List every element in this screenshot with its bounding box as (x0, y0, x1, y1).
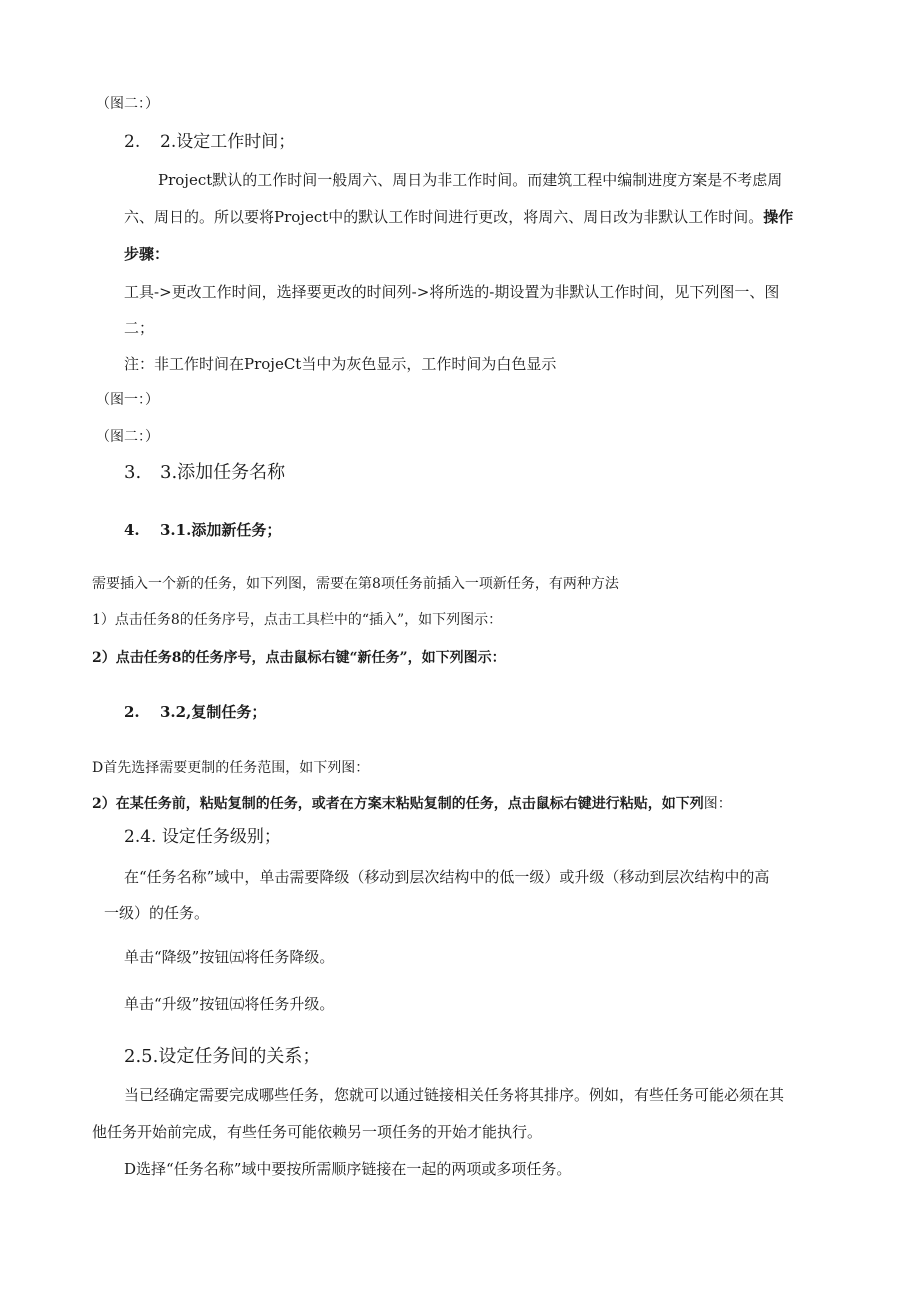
paragraph-line: 他任务开始前完成，有些任务可能依赖另一项任务的开始才能执行。 (92, 1123, 543, 1141)
section-heading: 2.5.设定任务间的关系； (124, 1046, 321, 1067)
bold-text: 2）在某任务前，粘贴复制的任务，或者在方案末粘贴复制的任务，点击鼠标右键进行粘贴，如下列 (92, 796, 704, 812)
paragraph-line: D首先选择需要更制的任务范围，如下列图： (92, 760, 370, 776)
paragraph-line: 当已经确定需要完成哪些任务，您就可以通过链接相关任务将其排序。例如，有些任务可能必须在其 (124, 1086, 785, 1104)
paragraph-line: 步骤： (124, 245, 170, 263)
paragraph-line (124, 210, 793, 225)
paragraph-line: 单击“升级”按钮㈤将任务升级。 (124, 995, 335, 1013)
paragraph-line: 单击“降级”按钮㈤将任务降级。 (124, 948, 335, 966)
paragraph-line: 需要插入一个新的任务，如下列图，需要在第8项任务前插入一项新任务，有两种方法 (92, 576, 619, 592)
paragraph-line: D选择“任务名称”域中要按所需顺序链接在一起的两项或多项任务。 (124, 1160, 572, 1178)
paragraph-line: 1）点击任务8的任务序号，点击工具栏中的“插入”，如下列图示： (92, 612, 503, 628)
subsection-heading (124, 523, 281, 538)
paragraph-text: 图： (703, 796, 732, 812)
heading-number: 2. (124, 703, 140, 721)
heading-text: 2.设定工作时间； (160, 132, 296, 152)
paragraph-line: 2）点击任务8的任务序号，点击鼠标右键“新任务”，如下列图示： (92, 650, 506, 666)
paragraph-line: 二； (124, 319, 155, 337)
heading-text: 3.添加任务名称 (160, 462, 286, 483)
note-line: 注：非工作时间在ProjeCt当中为灰色显示，工作时间为白色显示 (124, 355, 557, 373)
paragraph-text: 六、周日的。所以要将Project中的默认工作时间进行更改，将周六、周日改为非默认工作时间。 (124, 208, 764, 226)
paragraph-line: Project默认的工作时间一般周六、周日为非工作时间。而建筑工程中编制进度方案是不考虑周 (158, 171, 783, 189)
paragraph-line: 在“任务名称”域中，单击需要降级（移动到层次结构中的低一级）或升级（移动到层次结构中的高 (124, 868, 770, 886)
heading-text: 3.2,复制任务； (160, 703, 267, 721)
heading-number: 2. (124, 132, 141, 152)
figure-caption: （图二：） (96, 429, 159, 445)
paragraph-line (92, 797, 732, 811)
section-heading (124, 134, 295, 151)
heading-text: 3.1.添加新任务； (160, 521, 282, 539)
paragraph-line: 一级）的任务。 (104, 904, 210, 922)
subsection-heading (124, 705, 266, 720)
bold-text: 操作 (763, 208, 794, 226)
section-heading (124, 464, 285, 482)
figure-caption: （图一：） (96, 392, 159, 408)
heading-number: 3. (124, 462, 142, 483)
paragraph-line: 工具->更改工作时间，选择要更改的时间列->将所选的-期设置为非默认工作时间，见下列图一、图 (124, 283, 780, 301)
heading-number: 4. (124, 521, 140, 539)
figure-caption: （图二：） (96, 96, 159, 112)
section-heading: 2.4. 设定任务级别； (124, 827, 281, 847)
